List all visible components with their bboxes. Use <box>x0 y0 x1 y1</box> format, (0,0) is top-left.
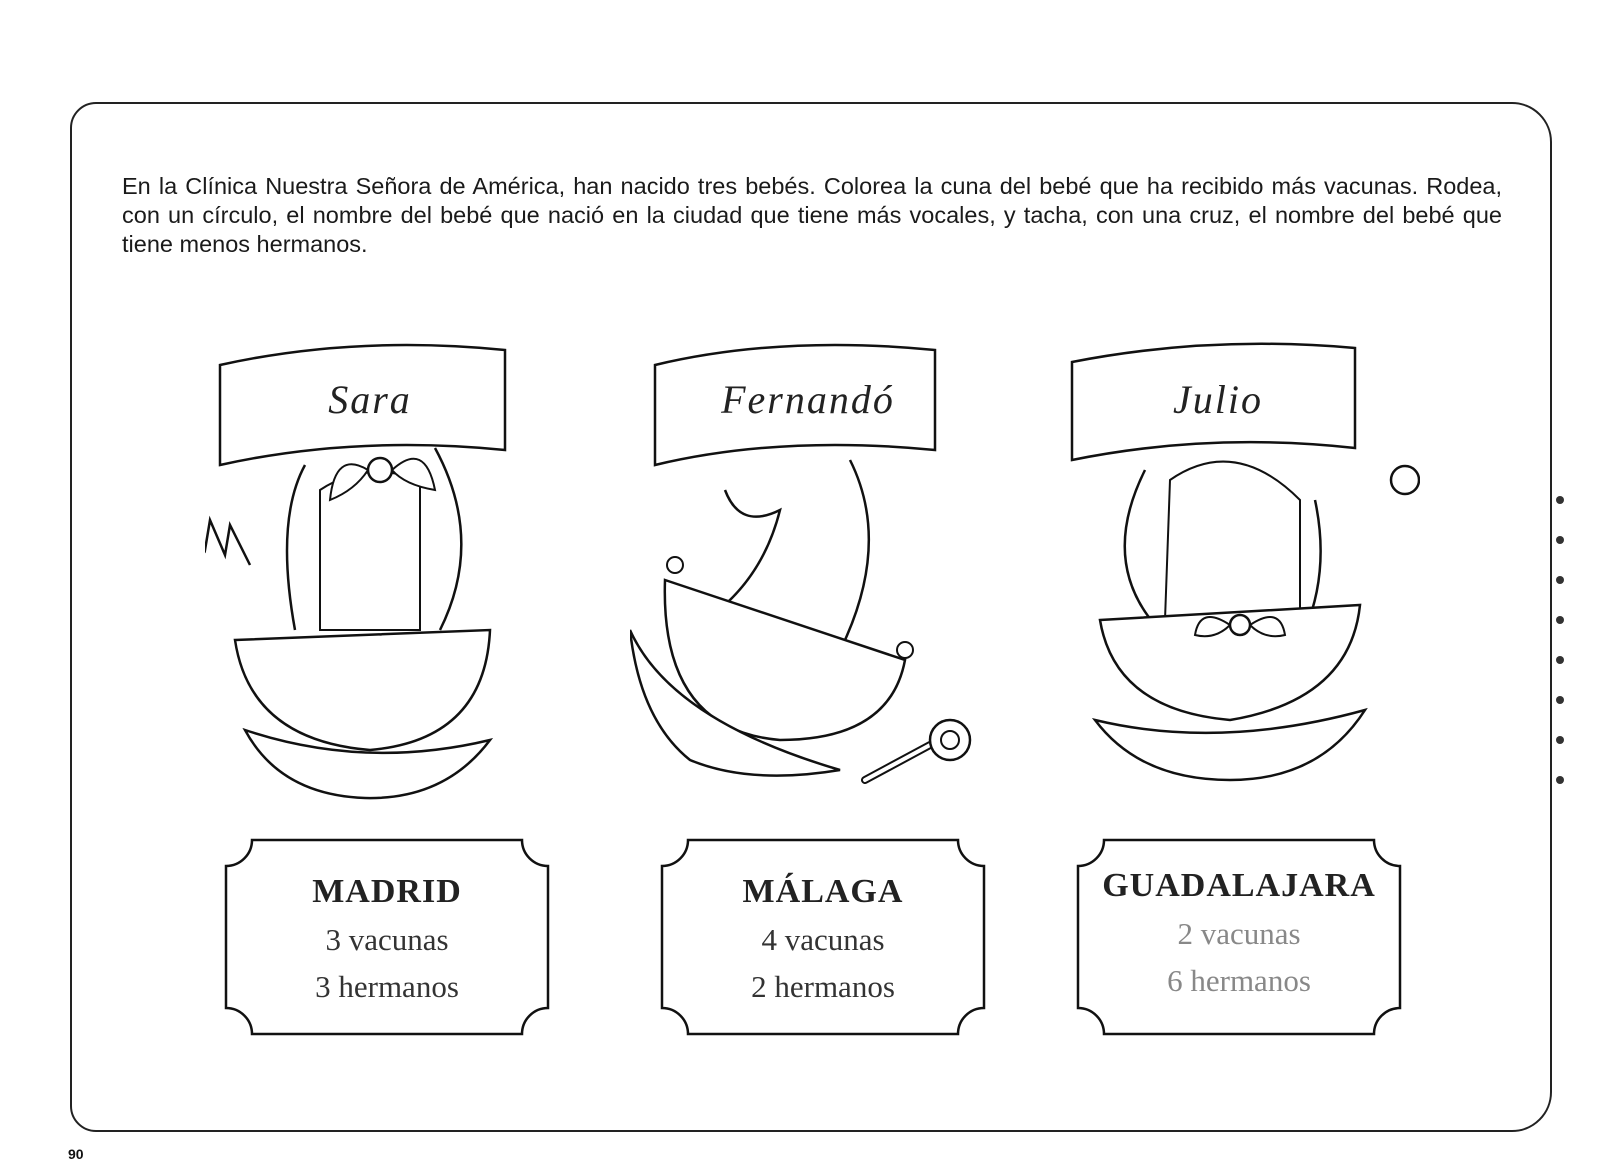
vaccines-count: 3 vacunas <box>325 922 449 957</box>
baby-name-julio[interactable]: Julio <box>1173 377 1263 422</box>
siblings-count: 6 hermanos <box>1167 963 1311 998</box>
siblings-count: 2 hermanos <box>751 969 895 1004</box>
vaccines-count: 4 vacunas <box>761 922 885 957</box>
baby-name-fernando[interactable]: Fernandó <box>721 377 895 422</box>
cradle-sara[interactable] <box>205 340 565 810</box>
baby-name-sara[interactable]: Sara <box>328 377 412 422</box>
cradle-julio[interactable] <box>1060 340 1420 810</box>
cradle-fernando[interactable] <box>630 340 990 810</box>
city-name: MÁLAGA <box>742 873 904 910</box>
instructions-text: En la Clínica Nuestra Señora de América, han nacido tres bebés. Colorea la cuna del bebé que ha recibido más vacunas. Rodea, con un círculo, el nombre del bebé que nació en la ciudad que tiene más vocales, y tacha, con una cruz, el nombre del bebé que tiene menos hermanos. <box>122 172 1502 257</box>
siblings-count: 3 hermanos <box>315 969 459 1004</box>
vaccines-count: 2 vacunas <box>1177 916 1301 951</box>
city-card-malaga <box>658 838 988 1036</box>
city-name: MADRID <box>312 873 462 910</box>
city-card-madrid <box>222 838 552 1036</box>
binding-hole-marks <box>1540 60 1580 1120</box>
page-number: 90 <box>68 1146 84 1162</box>
city-name: GUADALAJARA <box>1102 867 1376 904</box>
city-card-guadalajara <box>1074 838 1404 1036</box>
